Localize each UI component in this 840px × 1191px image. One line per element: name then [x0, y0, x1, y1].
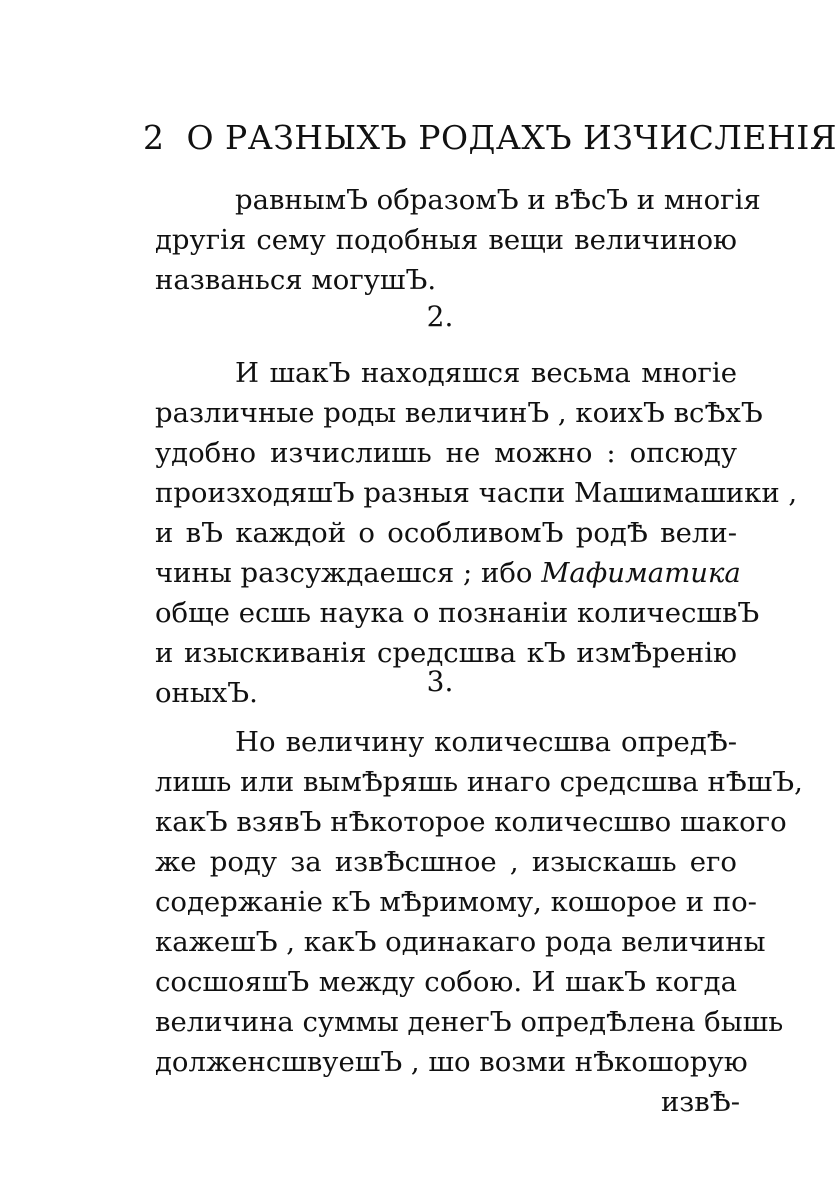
- text-line: другія сему подобныя вещи величиною: [155, 224, 737, 256]
- text-line: Но величину количесшва опредѢ-: [235, 726, 737, 758]
- catchword: извѢ-: [660, 1086, 740, 1118]
- text-line: равнымЪ образомЪ и вѢсЪ и многія: [235, 184, 761, 216]
- text-line: сосшояшЪ между собою. И шакЪ когда: [155, 966, 737, 998]
- text-line-with-italic: [155, 553, 741, 593]
- text-line: И шакЪ находяшся весьма многіе: [235, 357, 737, 389]
- text-line: содержаніе кЪ мѢримому, кошорое и по-: [155, 886, 757, 918]
- page-title: О РАЗНЫХЪ РОДАХЪ ИЗЧИСЛЕНІЯ: [186, 118, 837, 157]
- text-line: различные роды величинЪ , коихЪ всѢхЪ: [155, 397, 763, 429]
- text-line: и вЪ каждой о особливомЪ родѢ вели-: [155, 517, 737, 549]
- running-head: [143, 118, 837, 157]
- text-line: обще есшь наука о познаніи количесшвЪ: [155, 597, 760, 629]
- text-line: какЪ взявЪ нѢкоторое количесшво шакого: [155, 806, 787, 838]
- text-line: и изыскиванія средсшва кЪ измѢренію: [155, 637, 737, 669]
- text-line: кажешЪ , какЪ одинакаго рода величины: [155, 926, 766, 958]
- text-line: лишь или вымѢряшь инаго средсшва нѢшЪ,: [155, 766, 803, 798]
- section-number: 2.: [426, 300, 454, 333]
- italic-term: Мафиматика: [541, 557, 741, 589]
- text-line: величина суммы денегЪ опредѢлена бышь: [155, 1006, 784, 1038]
- text-line: же роду за извѢсшное , изыскашь его: [155, 846, 737, 878]
- text-line: произходяшЪ разныя часпи Машимашики ,: [155, 477, 798, 509]
- text-line: названься могушЪ.: [155, 264, 437, 296]
- text-fragment: чины разсуждаешся ; ибо: [155, 557, 533, 589]
- text-line: оныхЪ.: [155, 677, 258, 709]
- page-number: 2: [143, 118, 165, 157]
- text-line: долженсшвуешЪ , шо возми нѢкошорую: [155, 1046, 748, 1078]
- text-line: удобно изчислишь не можно : опсюду: [155, 437, 737, 469]
- section-number: 3.: [426, 665, 454, 698]
